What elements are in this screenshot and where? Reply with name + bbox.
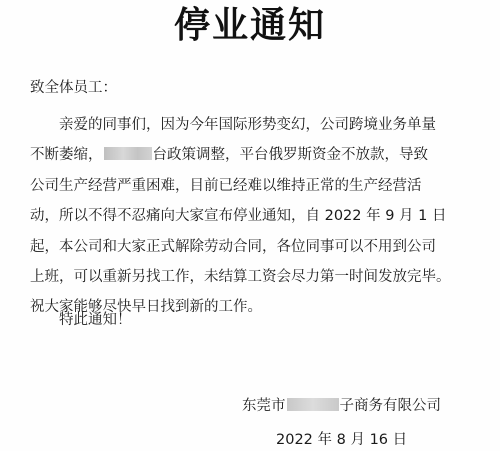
closing-line: 特此通知！ [59,312,132,328]
body-line-7: 祝大家能够尽快早日找到新的工作。 [30,299,262,316]
company-signature [242,396,441,416]
body-line-2-start: 不断萎缩， [30,147,103,164]
redacted-company-name [287,398,339,411]
body-line-2-end: 台政策调整，平台俄罗斯资金不放款，导致 [152,147,428,164]
body-line-6: 上班，可以重新另找工作，未结算工资会尽力第一时间发放完毕。 [30,269,451,286]
body-line-5: 起，本公司和大家正式解除劳动合同，各位同事可以不用到公司 [30,238,436,255]
greeting: 致全体员工： [30,80,117,96]
redacted-platform-name [104,147,152,160]
signature-prefix: 东莞市 [242,398,286,414]
body-line-1: 亲爱的同事们，因为今年国际形势变幻，公司跨境业务单量 [59,117,436,133]
notice-title: 停业通知 [173,5,326,46]
body-line-3: 公司生产经营严重困难，目前已经难以维持正常的生产经营活 [30,177,422,194]
signature-suffix: 子商务有限公司 [339,398,441,414]
notice-date: 2022 年 8 月 16 日 [276,432,408,448]
body-line-4: 动，所以不得不忍痛向大家宣布停业通知，自 2022 年 9 月 1 日 [30,208,447,225]
body-line-2 [30,140,470,170]
notice-body [30,110,470,323]
